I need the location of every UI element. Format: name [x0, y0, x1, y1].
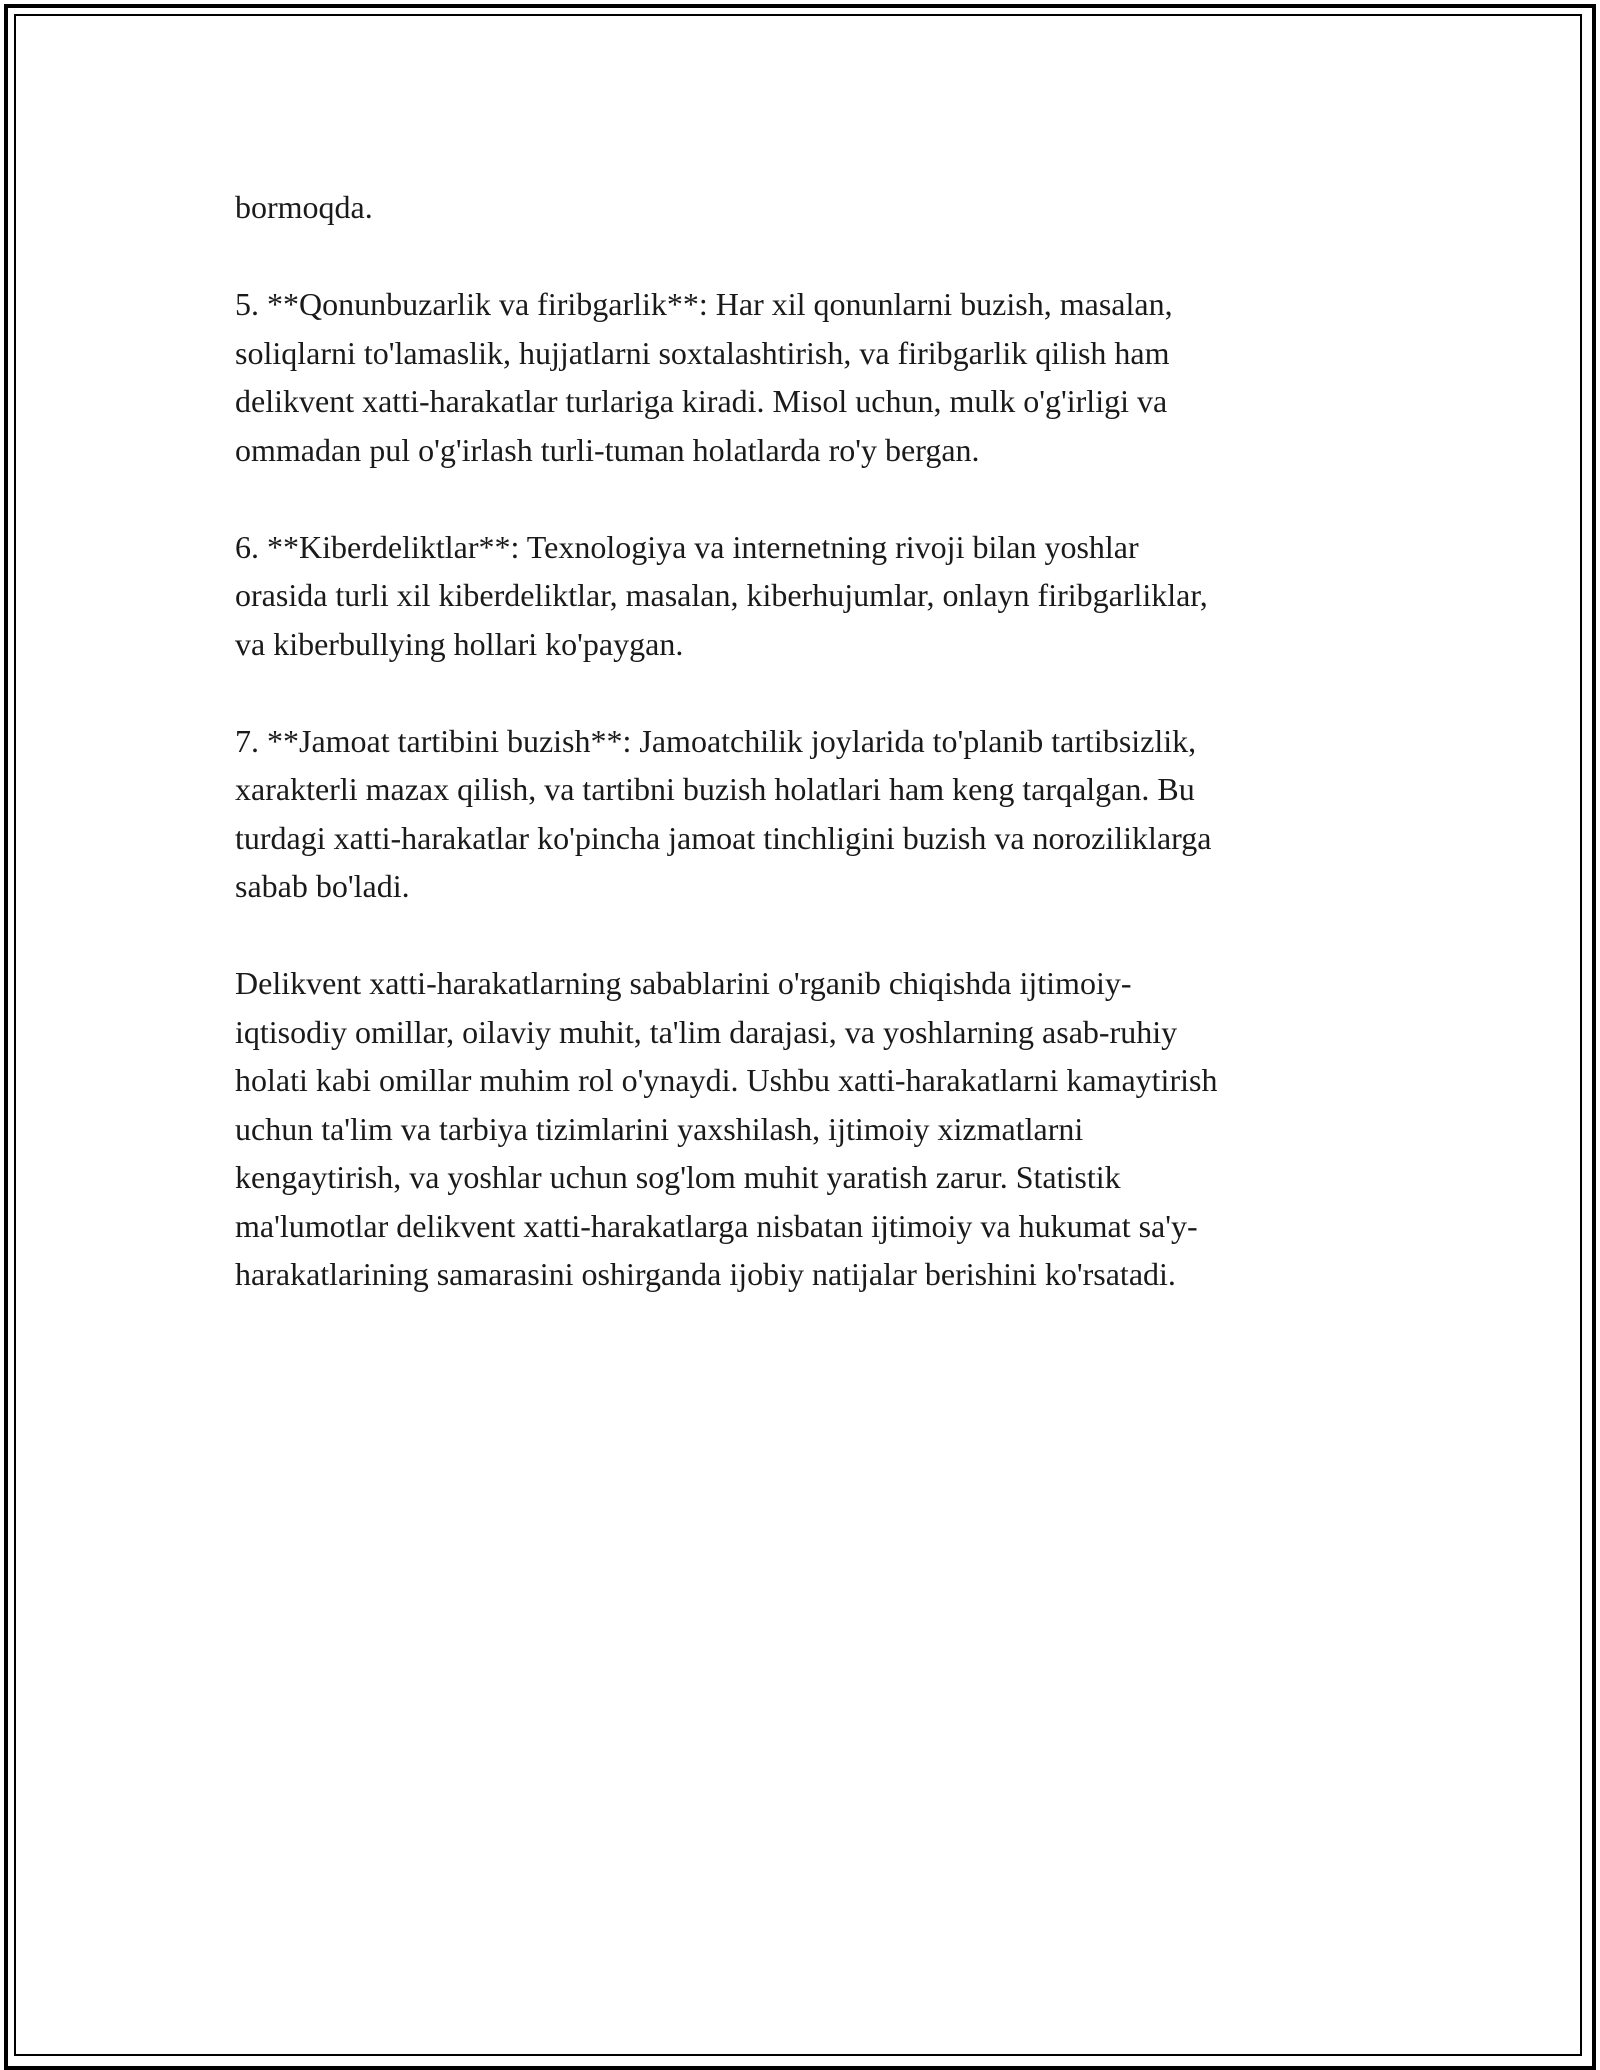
text-line: xarakterli mazax qilish, va tartibni buzish holatlari ham keng tarqalgan. Bu: [235, 771, 1195, 807]
text-line: 5. **Qonunbuzarlik va firibgarlik**: Har xil qonunlarni buzish, masalan,: [235, 286, 1173, 322]
paragraph-continuation: [235, 183, 1375, 232]
text-line: ma'lumotlar delikvent xatti-harakatlarga nisbatan ijtimoiy va hukumat sa'y-: [235, 1207, 1198, 1244]
text-line: uchun ta'lim va tarbiya tizimlarini yaxshilash, ijtimoiy xizmatlarni: [235, 1110, 1084, 1147]
text-line: sabab bo'ladi.: [235, 868, 410, 904]
text-line: turdagi xatti-harakatlar ko'pincha jamoat tinchligini buzish va noroziliklarga: [235, 819, 1212, 856]
text-line: harakatlarining samarasini oshirganda ijobiy natijalar berishini ko'rsatadi.: [235, 1256, 1176, 1292]
text-line: orasida turli xil kiberdeliktlar, masalan, kiberhujumlar, onlayn firibgarliklar,: [235, 577, 1208, 613]
text-line: bormoqda.: [235, 189, 373, 225]
text-line: kengaytirish, va yoshlar uchun sog'lom muhit yaratish zarur. Statistik: [235, 1159, 1121, 1195]
paragraph-item-7: [235, 717, 1375, 911]
text-line: 7. **Jamoat tartibini buzish**: Jamoatchilik joylarida to'planib tartibsizlik,: [235, 722, 1197, 759]
text-line: delikvent xatti-harakatlar turlariga kiradi. Misol uchun, mulk o'g'irligi va: [235, 383, 1168, 419]
paragraph-item-6: [235, 523, 1375, 669]
paragraph-item-5: [235, 280, 1375, 474]
text-line: ommadan pul o'g'irlash turli-tuman holatlarda ro'y bergan.: [235, 431, 980, 468]
text-line: va kiberbullying hollari ko'paygan.: [235, 625, 684, 662]
paragraph-conclusion: [235, 959, 1375, 1299]
text-line: holati kabi omillar muhim rol o'ynaydi. Ushbu xatti-harakatlarni kamaytirish: [235, 1062, 1218, 1098]
text-line: soliqlarni to'lamaslik, hujjatlarni soxtalashtirish, va firibgarlik qilish ham: [235, 334, 1170, 371]
document-body: [235, 183, 1375, 1347]
text-line: iqtisodiy omillar, oilaviy muhit, ta'lim darajasi, va yoshlarning asab-ruhiy: [235, 1013, 1178, 1050]
text-line: Delikvent xatti-harakatlarning sabablarini o'rganib chiqishda ijtimoiy-: [235, 965, 1132, 1001]
text-line: 6. **Kiberdeliktlar**: Texnologiya va internetning rivoji bilan yoshlar: [235, 528, 1139, 565]
